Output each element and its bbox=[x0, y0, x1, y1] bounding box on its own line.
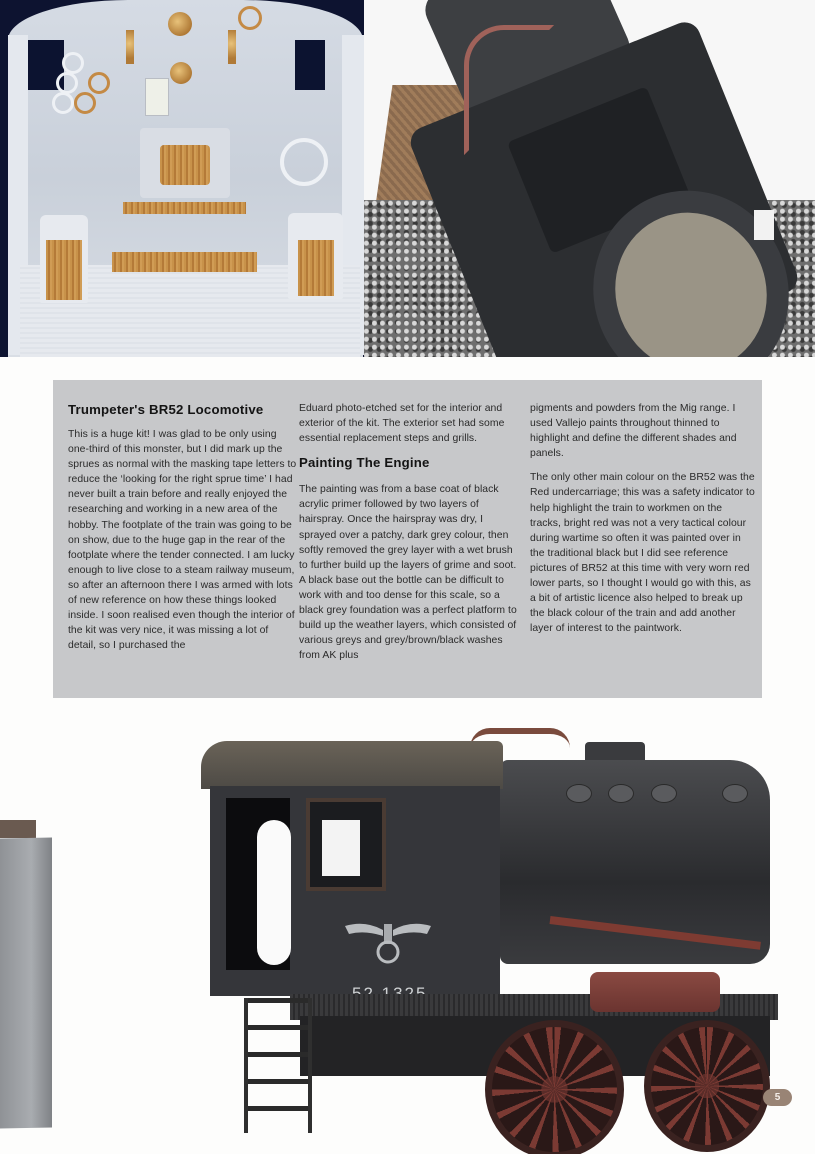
eagle-emblem-icon bbox=[343, 918, 433, 966]
column-1 bbox=[68, 401, 298, 662]
seat-box-right-door bbox=[298, 240, 334, 296]
display-plinth-model bbox=[0, 820, 36, 838]
photo-overhead-loco bbox=[364, 0, 815, 357]
display-plinth bbox=[0, 838, 52, 1129]
firebox-door bbox=[160, 145, 210, 185]
cab-window-glass bbox=[754, 210, 774, 240]
cab-arch-window bbox=[257, 820, 291, 965]
seat-box-left-door bbox=[46, 240, 82, 300]
column-2 bbox=[299, 401, 521, 672]
washout-plug-icon bbox=[566, 784, 592, 803]
valve-wheel-icon bbox=[52, 92, 74, 114]
valve-wheel-icon bbox=[56, 72, 78, 94]
column-3 bbox=[530, 401, 755, 645]
gauge-icon bbox=[170, 62, 192, 84]
page-number-badge: 5 bbox=[763, 1089, 792, 1106]
drive-wheel-icon bbox=[644, 1020, 770, 1152]
drive-wheel-icon bbox=[485, 1020, 624, 1154]
photo-side-loco bbox=[0, 698, 815, 1154]
red-pipe bbox=[464, 25, 554, 155]
firebox-plate bbox=[145, 78, 169, 116]
water-gauge-icon bbox=[126, 30, 134, 64]
footplate-step bbox=[123, 202, 246, 214]
paragraph: The only other main colour on the BR52 was the Red undercarriage; this was a safety indicator to help highlight the train to workmen on the tracks, bright red was not a very tactical colour during wartime so often it was painted over in the traditional black but I did see reference pictures of BR52 at this time with very worn red lower parts, so I thought I would go with this, as a bit of artistic licence also helped to break up the black colour of the train and add another layer of interest to the paintwork. bbox=[530, 472, 755, 635]
washout-plug-icon bbox=[651, 784, 677, 803]
water-gauge-icon bbox=[228, 30, 236, 64]
paragraph: pigments and powders from the Mig range. I used Vallejo paints throughout thinned to highlight and define the different shades and panels. bbox=[530, 403, 737, 460]
cab-window-glass bbox=[322, 820, 360, 876]
paragraph: Eduard photo-etched set for the interior and exterior of the kit. The exterior set had some essential replacement steps and grills. bbox=[299, 403, 505, 445]
section-heading: Painting The Engine bbox=[299, 455, 430, 471]
paragraph: This is a huge kit! I was glad to be only using one-third of this monster, but I did mark up the sprues as normal with the masking tape letters to reduce the ‘looking for the right sprue time’ I had never built a train before and really enjoyed the researching and working in a new area of the hobby. The footplate of the train was going to be on show, due to the huge gap in the rear of the footplate where the tender connected. I am lucky enough to live close to a steam railway museum, so after an afternoon there I was armed with lots of new reference on how these things looked inside. I soon realised even though the interior of the kit was very nice, it was missing a lot of detail, so I purchased the bbox=[68, 429, 297, 652]
paragraph: The painting was from a base coat of black acrylic primer followed by two layers of hairspray. Once the hairspray was dry, I sprayed over a patchy, dark grey colour, then softly removed the grey layer with a wet brush to further build up the layers of grime and soot. A black base out the bottle can be difficult to work with and too dense for this scale, so a black grey foundation was a perfect platform to build up the weather layers, which consisted of various greys and grey/brown/black washes from AK plus bbox=[299, 484, 517, 662]
article-text-box bbox=[53, 380, 762, 698]
article-title: Trumpeter's BR52 Locomotive bbox=[68, 402, 264, 417]
photo-cab-interior bbox=[0, 0, 364, 357]
cab-window-right bbox=[295, 40, 325, 90]
washout-plug-icon bbox=[608, 784, 634, 803]
brass-wheel-icon bbox=[88, 72, 110, 94]
brass-wheel-icon bbox=[74, 92, 96, 114]
gauge-icon bbox=[168, 12, 192, 36]
reverser-wheel-icon bbox=[280, 138, 328, 186]
brass-wheel-icon bbox=[238, 6, 262, 30]
washout-plug-icon bbox=[722, 784, 748, 803]
floor-grating bbox=[112, 252, 257, 272]
red-cylinder bbox=[590, 972, 720, 1012]
cab-ladder bbox=[244, 998, 312, 1133]
valve-wheel-icon bbox=[62, 52, 84, 74]
cab-roof bbox=[201, 741, 503, 789]
